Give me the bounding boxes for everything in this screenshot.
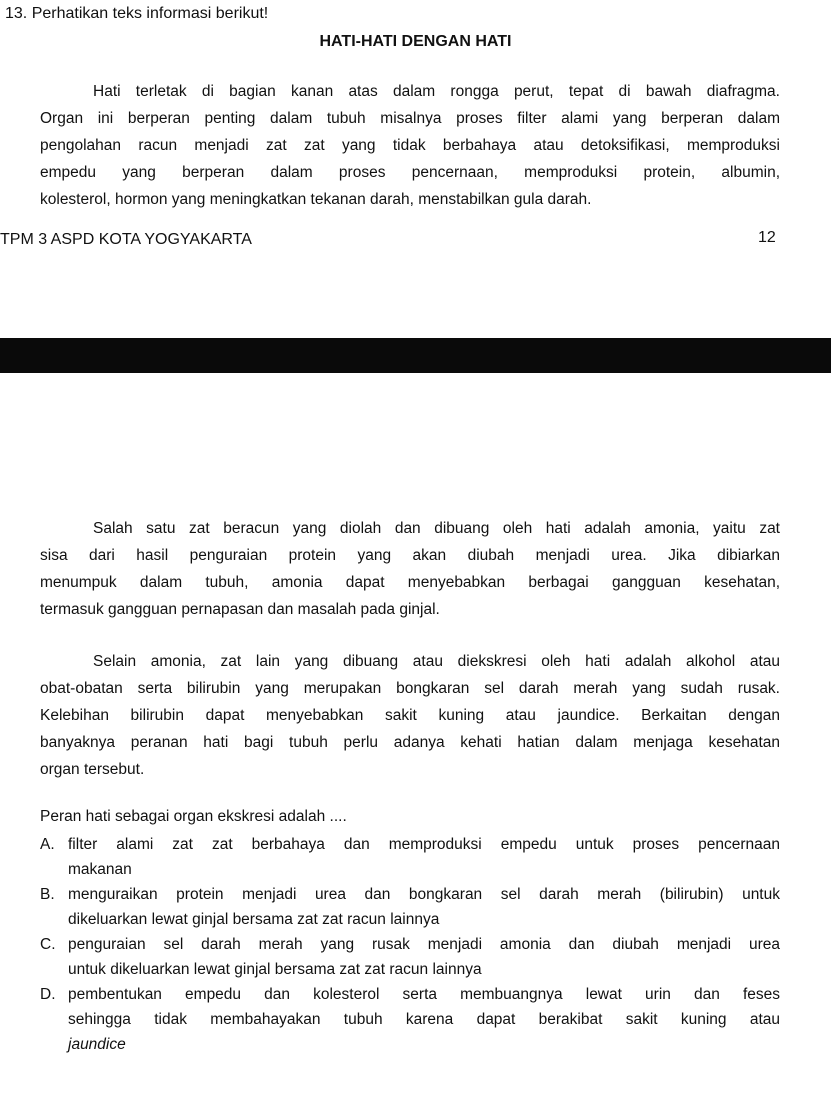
- answer-options: [40, 832, 780, 1057]
- paragraph-1: [40, 78, 780, 213]
- paragraph-line: Kelebihan bilirubin dapat menyebabkan sakit kuning atau jaundice. Berkaitan dengan: [40, 707, 780, 724]
- option-b[interactable]: [40, 882, 780, 932]
- paragraph-3: [40, 648, 780, 783]
- paragraph-line: menumpuk dalam tubuh, amonia dapat menyebabkan berbagai gangguan kesehatan,: [40, 574, 780, 591]
- option-letter: C.: [40, 936, 56, 953]
- option-text-line: filter alami zat zat berbahaya dan memproduksi empedu untuk proses pencernaan: [68, 836, 780, 853]
- article-title: HATI-HATI DENGAN HATI: [319, 33, 512, 50]
- option-text-line: penguraian sel darah merah yang rusak menjadi amonia dan diubah menjadi urea: [68, 936, 780, 953]
- option-letter: A.: [40, 836, 55, 853]
- option-text-line: pembentukan empedu dan kolesterol serta membuangnya lewat urin dan feses: [68, 986, 780, 1003]
- page-number: 12: [758, 229, 776, 246]
- paragraph-line: Hati terletak di bagian kanan atas dalam rongga perut, tepat di bawah diafragma.: [93, 83, 780, 100]
- paragraph-2: [40, 515, 780, 623]
- paragraph-line: pengolahan racun menjadi zat zat yang tidak berbahaya atau detoksifikasi, memproduksi: [40, 137, 780, 154]
- option-a[interactable]: [40, 832, 780, 882]
- paragraph-line: Selain amonia, zat lain yang dibuang atau diekskresi oleh hati adalah alkohol atau: [93, 653, 780, 670]
- option-c[interactable]: [40, 932, 780, 982]
- page-separator-bar: [0, 338, 831, 373]
- paragraph-line: Salah satu zat beracun yang diolah dan dibuang oleh hati adalah amonia, yaitu zat: [93, 520, 780, 537]
- option-text-line: untuk dikeluarkan lewat ginjal bersama zat zat racun lainnya: [68, 961, 482, 978]
- paragraph-line: obat-obatan serta bilirubin yang merupakan bongkaran sel darah merah yang sudah rusak.: [40, 680, 780, 697]
- paragraph-line: termasuk gangguan pernapasan dan masalah pada ginjal.: [40, 601, 440, 618]
- option-d[interactable]: [40, 982, 780, 1057]
- footer-left-text: TPM 3 ASPD KOTA YOGYAKARTA: [0, 231, 252, 248]
- option-letter: D.: [40, 986, 56, 1003]
- option-text-line: jaundice: [68, 1036, 126, 1053]
- option-text-line: dikeluarkan lewat ginjal bersama zat zat racun lainnya: [68, 911, 440, 928]
- paragraph-line: sisa dari hasil penguraian protein yang akan diubah menjadi urea. Jika dibiarkan: [40, 547, 780, 564]
- option-letter: B.: [40, 886, 55, 903]
- question-number-header: 13. Perhatikan teks informasi berikut!: [5, 5, 269, 22]
- paragraph-line: kolesterol, hormon yang meningkatkan tekanan darah, menstabilkan gula darah.: [40, 191, 592, 208]
- paragraph-line: empedu yang berperan dalam proses pencernaan, memproduksi protein, albumin,: [40, 164, 780, 181]
- question-text: Peran hati sebagai organ ekskresi adalah ....: [40, 808, 347, 825]
- option-text-line: makanan: [68, 861, 132, 878]
- option-text-line: sehingga tidak membahayakan tubuh karena dapat berakibat sakit kuning atau: [68, 1011, 780, 1028]
- paragraph-line: banyaknya peranan hati bagi tubuh perlu adanya kehati hatian dalam menjaga kesehatan: [40, 734, 780, 751]
- paragraph-line: Organ ini berperan penting dalam tubuh misalnya proses filter alami yang berperan dalam: [40, 110, 780, 127]
- option-text-line: menguraikan protein menjadi urea dan bongkaran sel darah merah (bilirubin) untuk: [68, 886, 780, 903]
- paragraph-line: organ tersebut.: [40, 761, 145, 778]
